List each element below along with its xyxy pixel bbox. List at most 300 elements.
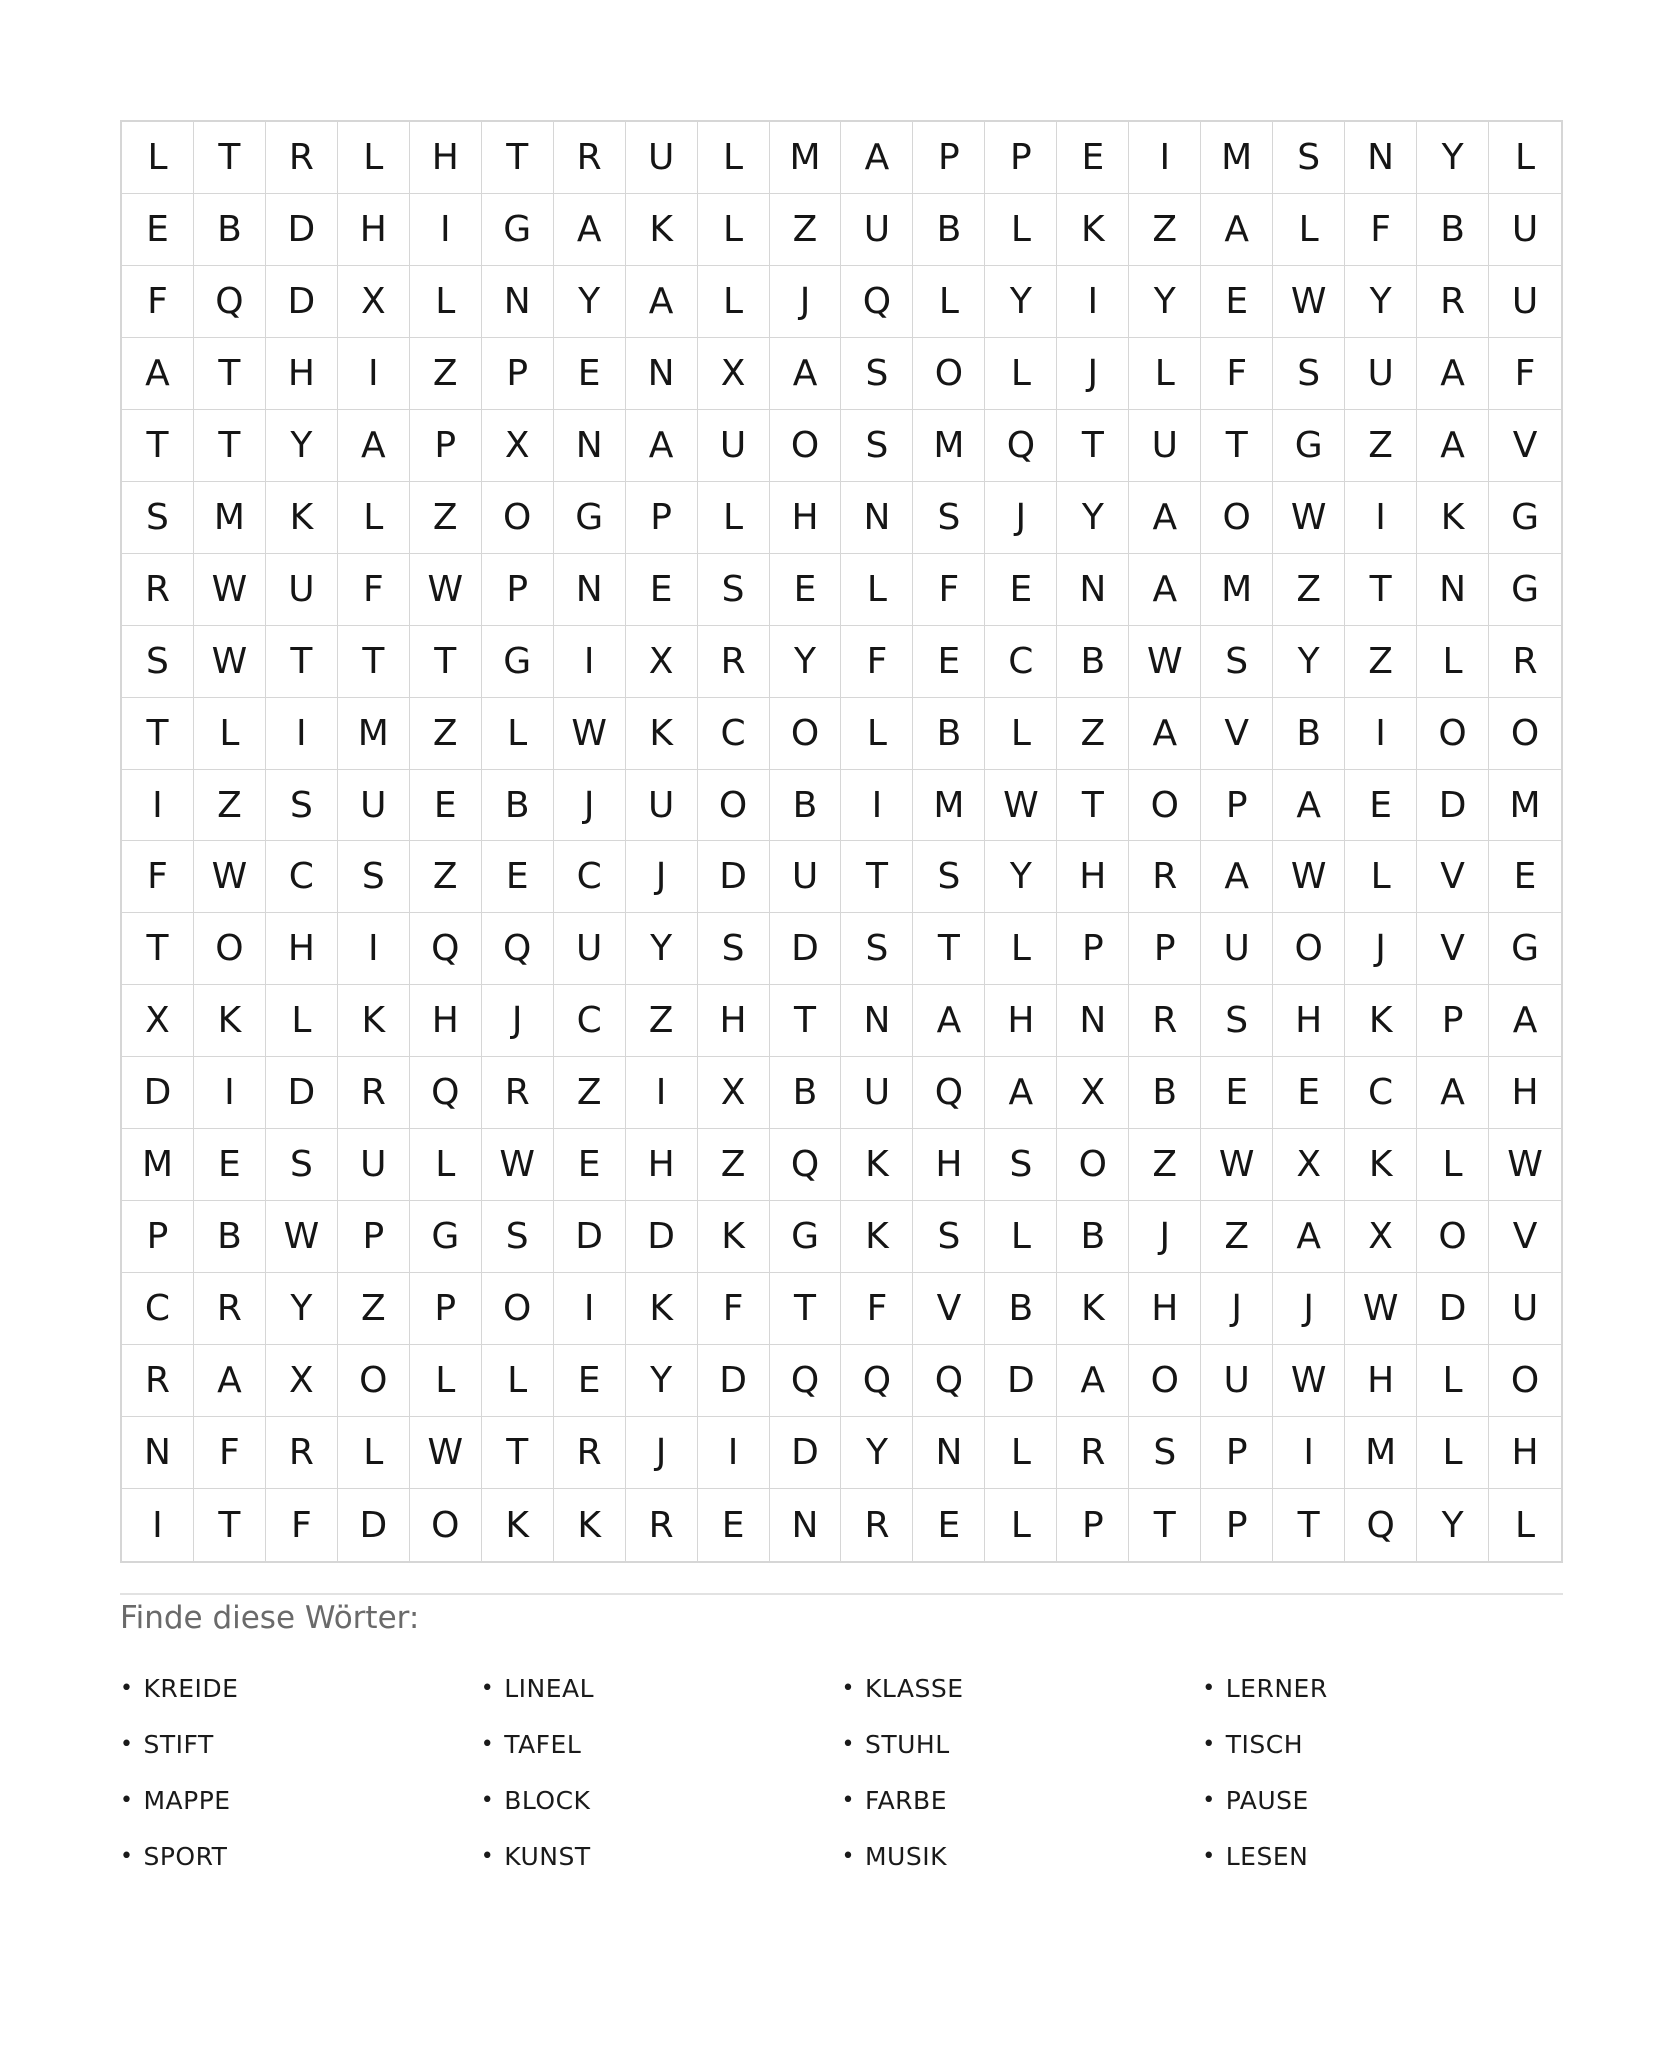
grid-cell[interactable]: N xyxy=(841,985,913,1057)
grid-cell[interactable]: R xyxy=(1417,266,1489,338)
grid-cell[interactable]: J xyxy=(482,985,554,1057)
grid-cell[interactable]: T xyxy=(338,626,410,698)
grid-cell[interactable]: Q xyxy=(1345,1489,1417,1561)
grid-cell[interactable]: P xyxy=(913,122,985,194)
grid-cell[interactable]: D xyxy=(338,1489,410,1561)
grid-cell[interactable]: O xyxy=(1273,913,1345,985)
grid-cell[interactable]: A xyxy=(1129,554,1201,626)
grid-cell[interactable]: P xyxy=(1201,1417,1273,1489)
grid-cell[interactable]: T xyxy=(1345,554,1417,626)
grid-cell[interactable]: F xyxy=(122,841,194,913)
grid-cell[interactable]: T xyxy=(482,122,554,194)
grid-cell[interactable]: R xyxy=(338,1057,410,1129)
grid-cell[interactable]: A xyxy=(1201,841,1273,913)
grid-cell[interactable]: S xyxy=(841,913,913,985)
grid-cell[interactable]: M xyxy=(913,410,985,482)
grid-cell[interactable]: U xyxy=(554,913,626,985)
grid-cell[interactable]: O xyxy=(770,698,842,770)
grid-cell[interactable]: M xyxy=(338,698,410,770)
grid-cell[interactable]: R xyxy=(698,626,770,698)
grid-cell[interactable]: H xyxy=(626,1129,698,1201)
grid-cell[interactable]: W xyxy=(410,554,482,626)
grid-cell[interactable]: B xyxy=(913,194,985,266)
grid-cell[interactable]: E xyxy=(913,626,985,698)
grid-cell[interactable]: V xyxy=(1201,698,1273,770)
grid-cell[interactable]: O xyxy=(410,1489,482,1561)
grid-cell[interactable]: E xyxy=(1489,841,1561,913)
grid-cell[interactable]: F xyxy=(1201,338,1273,410)
grid-cell[interactable]: L xyxy=(1514,1504,1536,1546)
grid-cell[interactable]: Y xyxy=(841,1417,913,1489)
grid-cell[interactable]: N xyxy=(554,410,626,482)
grid-cell[interactable]: E xyxy=(985,554,1057,626)
grid-cell[interactable]: P xyxy=(1129,913,1201,985)
grid-cell[interactable]: Y xyxy=(770,626,842,698)
grid-cell[interactable]: L xyxy=(985,698,1057,770)
grid-cell[interactable]: I xyxy=(1057,266,1129,338)
grid-cell[interactable]: M xyxy=(122,1129,194,1201)
grid-cell[interactable]: L xyxy=(482,1345,554,1417)
grid-cell[interactable]: P xyxy=(985,122,1057,194)
grid-cell[interactable]: A xyxy=(626,266,698,338)
grid-cell[interactable]: Y xyxy=(266,410,338,482)
grid-cell[interactable]: X xyxy=(698,338,770,410)
grid-cell[interactable]: Z xyxy=(410,841,482,913)
grid-cell[interactable]: I xyxy=(1345,482,1417,554)
grid-cell[interactable]: H xyxy=(338,194,410,266)
grid-cell[interactable]: W xyxy=(410,1417,482,1489)
grid-cell[interactable]: I xyxy=(266,698,338,770)
grid-cell[interactable]: W xyxy=(1273,482,1345,554)
grid-cell[interactable]: D xyxy=(266,1057,338,1129)
grid-cell[interactable]: E xyxy=(554,1345,626,1417)
grid-cell[interactable]: Z xyxy=(410,338,482,410)
grid-cell[interactable]: P xyxy=(1057,1489,1129,1561)
grid-cell[interactable]: T xyxy=(1273,1489,1345,1561)
grid-cell[interactable]: T xyxy=(770,1273,842,1345)
grid-cell[interactable]: S xyxy=(266,1129,338,1201)
grid-cell[interactable]: S xyxy=(985,1129,1057,1201)
grid-cell[interactable]: I xyxy=(626,1057,698,1129)
grid-cell[interactable]: K xyxy=(554,1489,626,1561)
grid-cell[interactable]: T xyxy=(913,913,985,985)
grid-cell[interactable]: S xyxy=(841,338,913,410)
grid-cell[interactable]: T xyxy=(1057,410,1129,482)
grid-cell[interactable]: O xyxy=(482,1273,554,1345)
grid-cell[interactable]: Z xyxy=(1129,194,1201,266)
grid-cell[interactable]: K xyxy=(266,482,338,554)
grid-cell[interactable]: R xyxy=(841,1489,913,1561)
grid-cell[interactable]: N xyxy=(626,338,698,410)
grid-cell[interactable]: E xyxy=(482,841,554,913)
grid-cell[interactable]: U xyxy=(841,194,913,266)
grid-cell[interactable]: S xyxy=(1273,122,1345,194)
grid-cell[interactable]: J xyxy=(626,1417,698,1489)
grid-cell[interactable]: U xyxy=(770,841,842,913)
grid-cell[interactable]: A xyxy=(122,338,194,410)
grid-cell[interactable]: W xyxy=(194,554,266,626)
grid-cell[interactable]: W xyxy=(1129,626,1201,698)
grid-cell[interactable]: Y xyxy=(266,1273,338,1345)
grid-cell[interactable]: L xyxy=(841,698,913,770)
grid-cell[interactable]: B xyxy=(1273,698,1345,770)
grid-cell[interactable]: L xyxy=(1489,122,1561,194)
grid-cell[interactable]: Q xyxy=(770,1129,842,1201)
grid-cell[interactable]: E xyxy=(913,1489,985,1561)
grid-cell[interactable]: O xyxy=(1417,698,1489,770)
grid-cell[interactable]: A xyxy=(913,985,985,1057)
grid-cell[interactable]: N xyxy=(1057,985,1129,1057)
grid-cell[interactable]: W xyxy=(482,1129,554,1201)
grid-cell[interactable]: F xyxy=(266,1489,338,1561)
grid-cell[interactable]: U xyxy=(1345,338,1417,410)
grid-cell[interactable]: E xyxy=(554,338,626,410)
grid-cell[interactable]: G xyxy=(482,194,554,266)
grid-cell[interactable]: B xyxy=(194,1201,266,1273)
grid-cell[interactable]: O xyxy=(1129,770,1201,842)
grid-cell[interactable]: B xyxy=(482,770,554,842)
grid-cell[interactable]: Q xyxy=(841,1345,913,1417)
grid-cell[interactable]: B xyxy=(1057,626,1129,698)
grid-cell[interactable]: O xyxy=(913,338,985,410)
grid-cell[interactable]: F xyxy=(122,266,194,338)
grid-cell[interactable]: O xyxy=(1057,1129,1129,1201)
grid-cell[interactable]: T xyxy=(482,1417,554,1489)
grid-cell[interactable]: G xyxy=(482,626,554,698)
grid-cell[interactable]: Q xyxy=(410,1057,482,1129)
grid-cell[interactable]: R xyxy=(626,1489,698,1561)
grid-cell[interactable]: R xyxy=(554,1417,626,1489)
grid-cell[interactable]: Z xyxy=(1345,626,1417,698)
grid-cell[interactable]: T xyxy=(1201,410,1273,482)
grid-cell[interactable]: H xyxy=(410,985,482,1057)
grid-cell[interactable]: L xyxy=(410,1129,482,1201)
grid-cell[interactable]: W xyxy=(266,1201,338,1273)
grid-cell[interactable]: S xyxy=(1201,626,1273,698)
grid-cell[interactable]: O xyxy=(698,770,770,842)
grid-cell[interactable]: G xyxy=(554,482,626,554)
grid-cell[interactable]: O xyxy=(770,410,842,482)
grid-cell[interactable]: F xyxy=(841,626,913,698)
grid-cell[interactable]: L xyxy=(410,266,482,338)
grid-cell[interactable]: S xyxy=(913,482,985,554)
grid-cell[interactable]: N xyxy=(554,554,626,626)
grid-cell[interactable]: S xyxy=(1201,985,1273,1057)
grid-cell[interactable]: P xyxy=(122,1201,194,1273)
grid-cell[interactable]: A xyxy=(770,338,842,410)
grid-cell[interactable]: G xyxy=(1273,410,1345,482)
grid-cell[interactable]: D xyxy=(122,1057,194,1129)
grid-cell[interactable]: H xyxy=(698,985,770,1057)
grid-cell[interactable]: C xyxy=(554,841,626,913)
grid-cell[interactable]: X xyxy=(1273,1129,1345,1201)
grid-cell[interactable]: K xyxy=(841,1129,913,1201)
grid-cell[interactable]: K xyxy=(482,1489,554,1561)
grid-cell[interactable]: X xyxy=(122,985,194,1057)
grid-cell[interactable]: G xyxy=(1489,482,1561,554)
grid-cell[interactable]: X xyxy=(338,266,410,338)
grid-cell[interactable]: L xyxy=(338,122,410,194)
grid-cell[interactable]: D xyxy=(770,913,842,985)
grid-cell[interactable]: E xyxy=(1057,122,1129,194)
grid-cell[interactable]: N xyxy=(1417,554,1489,626)
grid-cell[interactable]: E xyxy=(1273,1057,1345,1129)
grid-cell[interactable]: L xyxy=(266,985,338,1057)
grid-cell[interactable]: L xyxy=(194,698,266,770)
grid-cell[interactable]: D xyxy=(1417,770,1489,842)
grid-cell[interactable]: O xyxy=(1201,482,1273,554)
grid-cell[interactable]: B xyxy=(194,194,266,266)
grid-cell[interactable]: W xyxy=(1273,1345,1345,1417)
grid-cell[interactable]: H xyxy=(410,122,482,194)
grid-cell[interactable]: B xyxy=(1057,1201,1129,1273)
grid-cell[interactable]: K xyxy=(1057,194,1129,266)
grid-cell[interactable]: Z xyxy=(1273,554,1345,626)
grid-cell[interactable]: B xyxy=(913,698,985,770)
grid-cell[interactable]: I xyxy=(698,1417,770,1489)
grid-cell[interactable]: H xyxy=(985,985,1057,1057)
grid-cell[interactable]: F xyxy=(1489,338,1561,410)
grid-cell[interactable]: R xyxy=(1129,841,1201,913)
grid-cell[interactable]: A xyxy=(554,194,626,266)
grid-cell[interactable]: H xyxy=(266,338,338,410)
grid-cell[interactable]: I xyxy=(122,770,194,842)
grid-cell[interactable]: K xyxy=(1057,1273,1129,1345)
grid-cell[interactable]: S xyxy=(913,841,985,913)
grid-cell[interactable]: L xyxy=(698,266,770,338)
grid-cell[interactable]: K xyxy=(1345,1129,1417,1201)
grid-cell[interactable]: K xyxy=(626,698,698,770)
grid-cell[interactable]: B xyxy=(1129,1057,1201,1129)
grid-cell[interactable]: I xyxy=(1345,698,1417,770)
grid-cell[interactable]: X xyxy=(1345,1201,1417,1273)
grid-cell[interactable]: M xyxy=(1489,770,1561,842)
grid-cell[interactable]: N xyxy=(770,1489,842,1561)
grid-cell[interactable]: P xyxy=(338,1201,410,1273)
grid-cell[interactable]: C xyxy=(1345,1057,1417,1129)
grid-cell[interactable]: S xyxy=(841,410,913,482)
grid-cell[interactable]: T xyxy=(194,122,266,194)
grid-cell[interactable]: F xyxy=(913,554,985,626)
grid-cell[interactable]: L xyxy=(338,482,410,554)
grid-cell[interactable]: Z xyxy=(410,482,482,554)
grid-cell[interactable]: U xyxy=(1201,1345,1273,1417)
grid-cell[interactable]: A xyxy=(626,410,698,482)
grid-cell[interactable]: C xyxy=(554,985,626,1057)
grid-cell[interactable]: Y xyxy=(626,913,698,985)
grid-cell[interactable]: W xyxy=(1273,841,1345,913)
grid-cell[interactable]: W xyxy=(1201,1129,1273,1201)
grid-cell[interactable]: R xyxy=(1489,626,1561,698)
grid-cell[interactable]: S xyxy=(266,770,338,842)
grid-cell[interactable]: A xyxy=(1417,410,1489,482)
grid-cell[interactable]: R xyxy=(122,1345,194,1417)
grid-cell[interactable]: W xyxy=(1345,1273,1417,1345)
grid-cell[interactable]: S xyxy=(122,626,194,698)
grid-cell[interactable]: D xyxy=(770,1417,842,1489)
grid-cell[interactable]: R xyxy=(122,554,194,626)
grid-cell[interactable]: R xyxy=(194,1273,266,1345)
grid-cell[interactable]: Z xyxy=(554,1057,626,1129)
grid-cell[interactable]: T xyxy=(266,626,338,698)
grid-cell[interactable]: L xyxy=(482,698,554,770)
grid-cell[interactable]: D xyxy=(266,194,338,266)
grid-cell[interactable]: S xyxy=(698,554,770,626)
grid-cell[interactable]: I xyxy=(554,1273,626,1345)
grid-cell[interactable]: A xyxy=(1417,338,1489,410)
grid-cell[interactable]: M xyxy=(770,122,842,194)
grid-cell[interactable]: A xyxy=(841,122,913,194)
grid-cell[interactable]: O xyxy=(338,1345,410,1417)
grid-cell[interactable]: L xyxy=(338,1417,410,1489)
grid-cell[interactable]: Z xyxy=(698,1129,770,1201)
grid-cell[interactable]: A xyxy=(1273,1201,1345,1273)
grid-cell[interactable]: N xyxy=(482,266,554,338)
grid-cell[interactable]: T xyxy=(122,698,194,770)
grid-cell[interactable]: R xyxy=(554,122,626,194)
grid-cell[interactable]: H xyxy=(1129,1273,1201,1345)
grid-cell[interactable]: A xyxy=(1129,482,1201,554)
grid-cell[interactable]: F xyxy=(698,1273,770,1345)
grid-cell[interactable]: N xyxy=(122,1417,194,1489)
grid-cell[interactable]: L xyxy=(985,338,1057,410)
grid-cell[interactable]: L xyxy=(410,1345,482,1417)
grid-cell[interactable]: V xyxy=(1417,913,1489,985)
grid-cell[interactable]: Q xyxy=(770,1345,842,1417)
grid-cell[interactable]: J xyxy=(626,841,698,913)
grid-cell[interactable]: Q xyxy=(410,913,482,985)
grid-cell[interactable]: L xyxy=(985,1201,1057,1273)
grid-cell[interactable]: H xyxy=(1057,841,1129,913)
grid-cell[interactable]: N xyxy=(1345,122,1417,194)
grid-cell[interactable]: M xyxy=(913,770,985,842)
grid-cell[interactable]: L xyxy=(1417,626,1489,698)
grid-cell[interactable]: S xyxy=(698,913,770,985)
grid-cell[interactable]: Q xyxy=(913,1345,985,1417)
grid-cell[interactable]: I xyxy=(841,770,913,842)
grid-cell[interactable]: W xyxy=(194,841,266,913)
grid-cell[interactable]: Z xyxy=(1057,698,1129,770)
grid-cell[interactable]: Q xyxy=(482,913,554,985)
grid-cell[interactable]: A xyxy=(985,1057,1057,1129)
grid-cell[interactable]: I xyxy=(338,338,410,410)
grid-cell[interactable]: J xyxy=(1345,913,1417,985)
grid-cell[interactable]: Y xyxy=(1273,626,1345,698)
grid-cell[interactable]: L xyxy=(1417,1129,1489,1201)
grid-cell[interactable]: L xyxy=(985,194,1057,266)
grid-cell[interactable]: T xyxy=(1057,770,1129,842)
grid-cell[interactable]: Y xyxy=(554,266,626,338)
grid-cell[interactable]: Z xyxy=(1201,1201,1273,1273)
grid-cell[interactable]: S xyxy=(338,841,410,913)
grid-cell[interactable]: V xyxy=(1417,841,1489,913)
grid-cell[interactable]: U xyxy=(1201,913,1273,985)
grid-cell[interactable]: H xyxy=(770,482,842,554)
grid-cell[interactable]: Y xyxy=(626,1345,698,1417)
grid-cell[interactable]: U xyxy=(841,1057,913,1129)
grid-cell[interactable]: Z xyxy=(1345,410,1417,482)
grid-cell[interactable]: A xyxy=(1273,770,1345,842)
grid-cell[interactable]: G xyxy=(1489,913,1561,985)
grid-cell[interactable]: D xyxy=(554,1201,626,1273)
grid-cell[interactable]: Y xyxy=(1345,266,1417,338)
grid-cell[interactable]: A xyxy=(338,410,410,482)
grid-cell[interactable]: L xyxy=(122,122,194,194)
grid-cell[interactable]: E xyxy=(122,194,194,266)
grid-cell[interactable]: A xyxy=(1129,698,1201,770)
grid-cell[interactable]: B xyxy=(770,770,842,842)
grid-cell[interactable]: Z xyxy=(338,1273,410,1345)
grid-cell[interactable]: Q xyxy=(913,1057,985,1129)
grid-cell[interactable]: O xyxy=(482,482,554,554)
grid-cell[interactable]: U xyxy=(626,122,698,194)
grid-cell[interactable]: Y xyxy=(985,841,1057,913)
grid-cell[interactable]: U xyxy=(338,1129,410,1201)
grid-cell[interactable]: J xyxy=(1057,338,1129,410)
grid-cell[interactable]: W xyxy=(194,626,266,698)
grid-cell[interactable]: Z xyxy=(194,770,266,842)
grid-cell[interactable]: I xyxy=(194,1057,266,1129)
grid-cell[interactable]: T xyxy=(194,410,266,482)
grid-cell[interactable]: M xyxy=(1201,122,1273,194)
grid-cell[interactable]: L xyxy=(1345,841,1417,913)
grid-cell[interactable]: H xyxy=(1489,1057,1561,1129)
grid-cell[interactable]: T xyxy=(770,985,842,1057)
grid-cell[interactable]: X xyxy=(482,410,554,482)
grid-cell[interactable]: I xyxy=(410,194,482,266)
grid-cell[interactable]: Y xyxy=(1129,266,1201,338)
grid-cell[interactable]: B xyxy=(770,1057,842,1129)
grid-cell[interactable]: E xyxy=(410,770,482,842)
grid-cell[interactable]: E xyxy=(194,1129,266,1201)
grid-cell[interactable]: A xyxy=(1201,194,1273,266)
grid-cell[interactable]: G xyxy=(410,1201,482,1273)
grid-cell[interactable]: W xyxy=(985,770,1057,842)
grid-cell[interactable]: J xyxy=(985,482,1057,554)
grid-cell[interactable]: L xyxy=(1417,1345,1489,1417)
grid-cell[interactable]: O xyxy=(1129,1345,1201,1417)
grid-cell[interactable]: P xyxy=(1201,770,1273,842)
grid-cell[interactable]: Y xyxy=(1417,1489,1489,1561)
grid-cell[interactable]: C xyxy=(698,698,770,770)
grid-cell[interactable]: A xyxy=(1417,1057,1489,1129)
grid-cell[interactable]: A xyxy=(1057,1345,1129,1417)
grid-cell[interactable]: S xyxy=(1129,1417,1201,1489)
grid-cell[interactable]: S xyxy=(913,1201,985,1273)
grid-cell[interactable]: C xyxy=(266,841,338,913)
grid-cell[interactable]: H xyxy=(266,913,338,985)
grid-cell[interactable]: K xyxy=(1345,985,1417,1057)
grid-cell[interactable]: J xyxy=(1273,1273,1345,1345)
grid-cell[interactable]: Q xyxy=(841,266,913,338)
grid-cell[interactable]: J xyxy=(770,266,842,338)
grid-cell[interactable]: Q xyxy=(985,410,1057,482)
grid-cell[interactable]: J xyxy=(554,770,626,842)
grid-cell[interactable]: P xyxy=(1201,1489,1273,1561)
grid-cell[interactable]: O xyxy=(194,913,266,985)
grid-cell[interactable]: O xyxy=(1417,1201,1489,1273)
grid-cell[interactable]: L xyxy=(1417,1417,1489,1489)
grid-cell[interactable]: L xyxy=(985,1417,1057,1489)
grid-cell[interactable]: R xyxy=(1129,985,1201,1057)
grid-cell[interactable]: D xyxy=(985,1345,1057,1417)
grid-cell[interactable]: Q xyxy=(194,266,266,338)
grid-cell[interactable]: I xyxy=(338,913,410,985)
grid-cell[interactable]: R xyxy=(266,1417,338,1489)
grid-cell[interactable]: P xyxy=(1417,985,1489,1057)
grid-cell[interactable]: V xyxy=(1489,410,1561,482)
grid-cell[interactable]: T xyxy=(1129,1489,1201,1561)
